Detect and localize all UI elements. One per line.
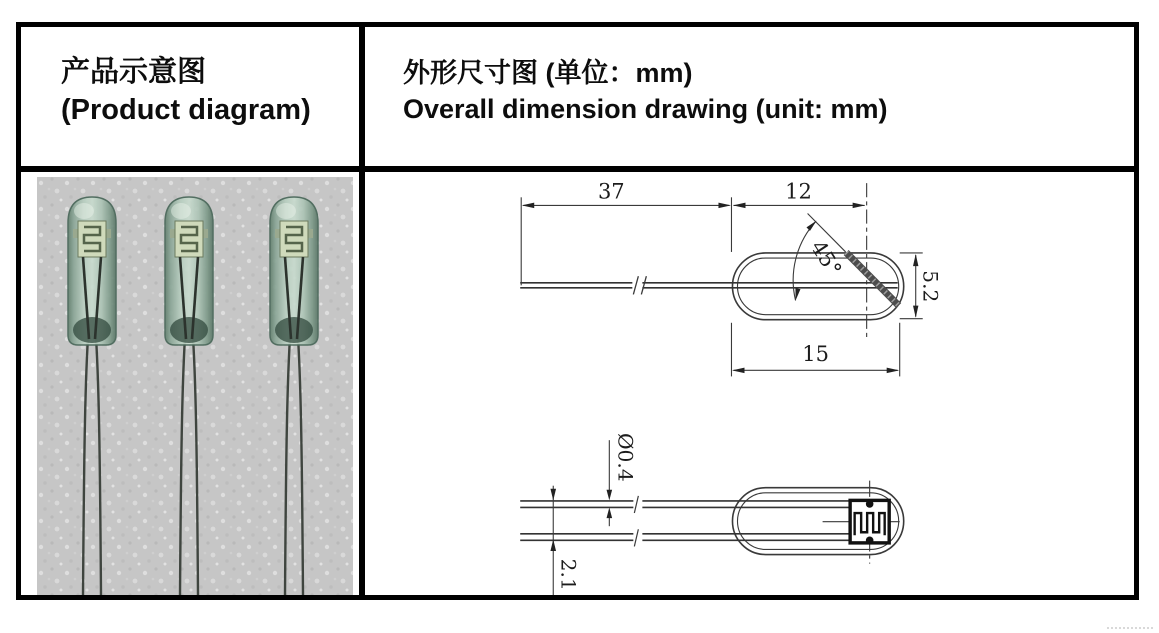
bottom-view — [520, 481, 903, 564]
header-cell-dimension-drawing — [365, 27, 1134, 172]
dim-bead-diameter: 5.2 — [918, 270, 943, 303]
dim-lead-length: 37 — [597, 178, 625, 204]
product-diagram-title-zh: 产品示意图 — [61, 56, 207, 88]
spec-table — [16, 22, 1139, 600]
thermistor-chip — [850, 500, 889, 544]
dim-lead-diameter: Ø0.4 — [613, 432, 638, 482]
dimension-title-zh: 外形尺寸图 (单位：mm) — [403, 58, 693, 88]
chip-terminal-top — [866, 500, 874, 508]
dim-head-offset: 12 — [785, 178, 812, 204]
product-diagram-title-en: (Product diagram) — [61, 94, 311, 126]
dimension-drawing — [365, 172, 1134, 595]
dimension-title-en: Overall dimension drawing (unit: mm) — [403, 94, 888, 124]
bottom-view-arrowheads — [550, 489, 612, 551]
product-photo-cell — [21, 172, 365, 595]
product-photo — [37, 177, 353, 595]
top-view — [520, 183, 923, 376]
chip-terminal-bottom — [866, 537, 874, 545]
dim-lead-spacing: 2.1 — [556, 558, 581, 591]
dimension-drawing-cell — [365, 172, 1134, 595]
faint-watermark — [1107, 627, 1153, 629]
dim-chamfer-angle: 45° — [805, 235, 848, 281]
dim-bead-length: 15 — [802, 341, 829, 367]
header-cell-product-diagram — [21, 27, 365, 172]
